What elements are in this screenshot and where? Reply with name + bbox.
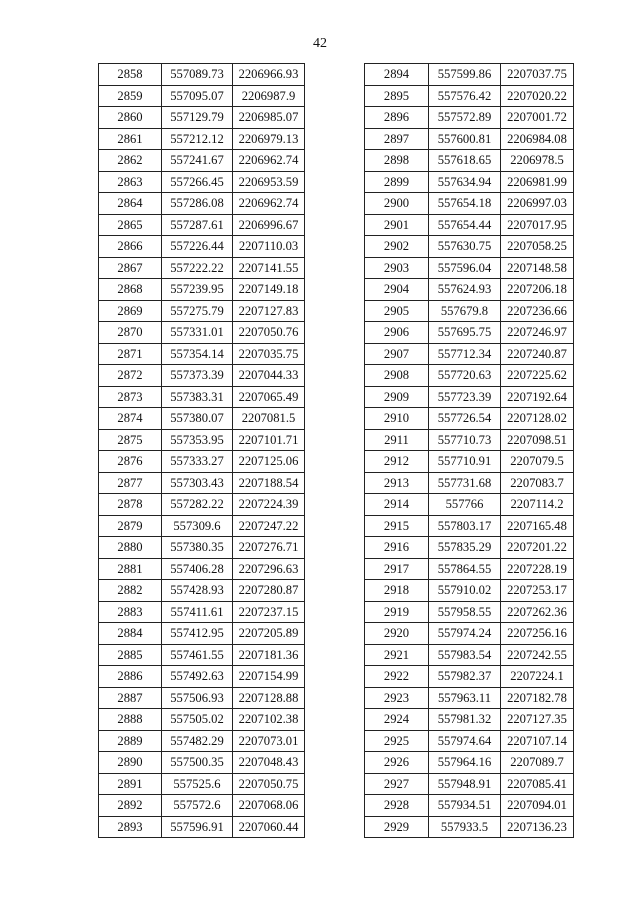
x-coordinate-cell: 557576.42 [429, 85, 501, 107]
table-row [365, 279, 574, 301]
table-row [99, 214, 305, 236]
y-coordinate-cell: 2207048.43 [233, 752, 305, 774]
point-number-cell: 2903 [365, 257, 429, 279]
table-row [99, 322, 305, 344]
point-number-cell: 2859 [99, 85, 162, 107]
point-number-cell: 2894 [365, 64, 429, 86]
x-coordinate-cell: 557353.95 [162, 429, 233, 451]
y-coordinate-cell: 2207141.55 [233, 257, 305, 279]
point-number-cell: 2904 [365, 279, 429, 301]
table-row [99, 730, 305, 752]
y-coordinate-cell: 2207276.71 [233, 537, 305, 559]
point-number-cell: 2872 [99, 365, 162, 387]
y-coordinate-cell: 2207089.7 [501, 752, 574, 774]
x-coordinate-cell: 557934.51 [429, 795, 501, 817]
x-coordinate-cell: 557596.04 [429, 257, 501, 279]
x-coordinate-cell: 557712.34 [429, 343, 501, 365]
point-number-cell: 2883 [99, 601, 162, 623]
point-number-cell: 2884 [99, 623, 162, 645]
y-coordinate-cell: 2207224.1 [501, 666, 574, 688]
x-coordinate-cell: 557492.63 [162, 666, 233, 688]
table-row [365, 816, 574, 838]
point-number-cell: 2870 [99, 322, 162, 344]
point-number-cell: 2911 [365, 429, 429, 451]
x-coordinate-cell: 557630.75 [429, 236, 501, 258]
point-number-cell: 2895 [365, 85, 429, 107]
y-coordinate-cell: 2206996.67 [233, 214, 305, 236]
point-number-cell: 2902 [365, 236, 429, 258]
y-coordinate-cell: 2207236.66 [501, 300, 574, 322]
y-coordinate-cell: 2206962.74 [233, 150, 305, 172]
table-row [99, 537, 305, 559]
table-row [99, 343, 305, 365]
table-row [365, 150, 574, 172]
y-coordinate-cell: 2207136.23 [501, 816, 574, 838]
table-row [99, 150, 305, 172]
table-row [365, 85, 574, 107]
x-coordinate-cell: 557089.73 [162, 64, 233, 86]
point-number-cell: 2901 [365, 214, 429, 236]
x-coordinate-cell: 557241.67 [162, 150, 233, 172]
point-number-cell: 2897 [365, 128, 429, 150]
x-coordinate-cell: 557654.44 [429, 214, 501, 236]
point-number-cell: 2928 [365, 795, 429, 817]
x-coordinate-cell: 557506.93 [162, 687, 233, 709]
table-row [365, 472, 574, 494]
coordinates-table-right [364, 63, 574, 838]
y-coordinate-cell: 2207127.83 [233, 300, 305, 322]
y-coordinate-cell: 2207182.78 [501, 687, 574, 709]
point-number-cell: 2868 [99, 279, 162, 301]
point-number-cell: 2877 [99, 472, 162, 494]
x-coordinate-cell: 557222.22 [162, 257, 233, 279]
point-number-cell: 2896 [365, 107, 429, 129]
table-row [99, 193, 305, 215]
table-row [365, 644, 574, 666]
point-number-cell: 2909 [365, 386, 429, 408]
x-coordinate-cell: 557634.94 [429, 171, 501, 193]
point-number-cell: 2922 [365, 666, 429, 688]
point-number-cell: 2887 [99, 687, 162, 709]
y-coordinate-cell: 2206997.03 [501, 193, 574, 215]
x-coordinate-cell: 557910.02 [429, 580, 501, 602]
y-coordinate-cell: 2207192.64 [501, 386, 574, 408]
x-coordinate-cell: 557331.01 [162, 322, 233, 344]
table-row [99, 709, 305, 731]
x-coordinate-cell: 557354.14 [162, 343, 233, 365]
x-coordinate-cell: 557275.79 [162, 300, 233, 322]
table-row [99, 386, 305, 408]
point-number-cell: 2920 [365, 623, 429, 645]
x-coordinate-cell: 557600.81 [429, 128, 501, 150]
y-coordinate-cell: 2207225.62 [501, 365, 574, 387]
y-coordinate-cell: 2207148.58 [501, 257, 574, 279]
point-number-cell: 2890 [99, 752, 162, 774]
table-row [365, 601, 574, 623]
y-coordinate-cell: 2206978.5 [501, 150, 574, 172]
y-coordinate-cell: 2207280.87 [233, 580, 305, 602]
x-coordinate-cell: 557618.65 [429, 150, 501, 172]
y-coordinate-cell: 2207050.75 [233, 773, 305, 795]
x-coordinate-cell: 557411.61 [162, 601, 233, 623]
y-coordinate-cell: 2207044.33 [233, 365, 305, 387]
x-coordinate-cell: 557723.39 [429, 386, 501, 408]
y-coordinate-cell: 2207081.5 [233, 408, 305, 430]
x-coordinate-cell: 557572.6 [162, 795, 233, 817]
point-number-cell: 2871 [99, 343, 162, 365]
x-coordinate-cell: 557835.29 [429, 537, 501, 559]
table-row [99, 795, 305, 817]
y-coordinate-cell: 2206981.99 [501, 171, 574, 193]
x-coordinate-cell: 557412.95 [162, 623, 233, 645]
table-row [99, 623, 305, 645]
table-row [99, 429, 305, 451]
point-number-cell: 2860 [99, 107, 162, 129]
x-coordinate-cell: 557482.29 [162, 730, 233, 752]
point-number-cell: 2893 [99, 816, 162, 838]
table-row [99, 494, 305, 516]
x-coordinate-cell: 557286.08 [162, 193, 233, 215]
table-row [365, 236, 574, 258]
point-number-cell: 2867 [99, 257, 162, 279]
table-row [99, 601, 305, 623]
table-body-right [365, 64, 574, 838]
table-row [99, 236, 305, 258]
y-coordinate-cell: 2207020.22 [501, 85, 574, 107]
y-coordinate-cell: 2206987.9 [233, 85, 305, 107]
y-coordinate-cell: 2206966.93 [233, 64, 305, 86]
table-row [365, 300, 574, 322]
table-row [365, 257, 574, 279]
y-coordinate-cell: 2207149.18 [233, 279, 305, 301]
x-coordinate-cell: 557406.28 [162, 558, 233, 580]
point-number-cell: 2906 [365, 322, 429, 344]
y-coordinate-cell: 2207165.48 [501, 515, 574, 537]
point-number-cell: 2882 [99, 580, 162, 602]
y-coordinate-cell: 2207058.25 [501, 236, 574, 258]
x-coordinate-cell: 557212.12 [162, 128, 233, 150]
y-coordinate-cell: 2207035.75 [233, 343, 305, 365]
x-coordinate-cell: 557983.54 [429, 644, 501, 666]
x-coordinate-cell: 557624.93 [429, 279, 501, 301]
y-coordinate-cell: 2207102.38 [233, 709, 305, 731]
x-coordinate-cell: 557654.18 [429, 193, 501, 215]
table-row [99, 773, 305, 795]
y-coordinate-cell: 2206953.59 [233, 171, 305, 193]
x-coordinate-cell: 557226.44 [162, 236, 233, 258]
y-coordinate-cell: 2207237.15 [233, 601, 305, 623]
y-coordinate-cell: 2207224.39 [233, 494, 305, 516]
table-row [99, 687, 305, 709]
table-row [99, 300, 305, 322]
y-coordinate-cell: 2207206.18 [501, 279, 574, 301]
y-coordinate-cell: 2207240.87 [501, 343, 574, 365]
x-coordinate-cell: 557266.45 [162, 171, 233, 193]
point-number-cell: 2917 [365, 558, 429, 580]
x-coordinate-cell: 557461.55 [162, 644, 233, 666]
point-number-cell: 2889 [99, 730, 162, 752]
table-row [99, 64, 305, 86]
table-row [99, 128, 305, 150]
x-coordinate-cell: 557948.91 [429, 773, 501, 795]
table-row [365, 451, 574, 473]
table-row [99, 451, 305, 473]
x-coordinate-cell: 557731.68 [429, 472, 501, 494]
table-row [365, 666, 574, 688]
x-coordinate-cell: 557095.07 [162, 85, 233, 107]
point-number-cell: 2907 [365, 343, 429, 365]
coordinates-table-left [98, 63, 305, 838]
point-number-cell: 2924 [365, 709, 429, 731]
point-number-cell: 2861 [99, 128, 162, 150]
point-number-cell: 2918 [365, 580, 429, 602]
y-coordinate-cell: 2207094.01 [501, 795, 574, 817]
point-number-cell: 2910 [365, 408, 429, 430]
x-coordinate-cell: 557679.8 [429, 300, 501, 322]
y-coordinate-cell: 2206979.13 [233, 128, 305, 150]
x-coordinate-cell: 557383.31 [162, 386, 233, 408]
y-coordinate-cell: 2207127.35 [501, 709, 574, 731]
y-coordinate-cell: 2207017.95 [501, 214, 574, 236]
y-coordinate-cell: 2207065.49 [233, 386, 305, 408]
table-row [365, 580, 574, 602]
y-coordinate-cell: 2207242.55 [501, 644, 574, 666]
y-coordinate-cell: 2207253.17 [501, 580, 574, 602]
x-coordinate-cell: 557726.54 [429, 408, 501, 430]
x-coordinate-cell: 557864.55 [429, 558, 501, 580]
x-coordinate-cell: 557710.91 [429, 451, 501, 473]
table-row [99, 408, 305, 430]
y-coordinate-cell: 2207256.16 [501, 623, 574, 645]
point-number-cell: 2879 [99, 515, 162, 537]
table-row [365, 386, 574, 408]
y-coordinate-cell: 2207073.01 [233, 730, 305, 752]
point-number-cell: 2858 [99, 64, 162, 86]
x-coordinate-cell: 557803.17 [429, 515, 501, 537]
x-coordinate-cell: 557695.75 [429, 322, 501, 344]
y-coordinate-cell: 2207128.02 [501, 408, 574, 430]
table-row [99, 752, 305, 774]
x-coordinate-cell: 557710.73 [429, 429, 501, 451]
table-row [365, 214, 574, 236]
point-number-cell: 2908 [365, 365, 429, 387]
x-coordinate-cell: 557525.6 [162, 773, 233, 795]
x-coordinate-cell: 557974.64 [429, 730, 501, 752]
y-coordinate-cell: 2207068.06 [233, 795, 305, 817]
table-row [365, 687, 574, 709]
x-coordinate-cell: 557720.63 [429, 365, 501, 387]
y-coordinate-cell: 2207201.22 [501, 537, 574, 559]
point-number-cell: 2864 [99, 193, 162, 215]
table-row [365, 107, 574, 129]
point-number-cell: 2888 [99, 709, 162, 731]
point-number-cell: 2881 [99, 558, 162, 580]
table-row [99, 107, 305, 129]
point-number-cell: 2912 [365, 451, 429, 473]
y-coordinate-cell: 2207114.2 [501, 494, 574, 516]
point-number-cell: 2874 [99, 408, 162, 430]
y-coordinate-cell: 2207154.99 [233, 666, 305, 688]
table-row [365, 494, 574, 516]
point-number-cell: 2862 [99, 150, 162, 172]
x-coordinate-cell: 557974.24 [429, 623, 501, 645]
x-coordinate-cell: 557505.02 [162, 709, 233, 731]
y-coordinate-cell: 2207079.5 [501, 451, 574, 473]
point-number-cell: 2913 [365, 472, 429, 494]
point-number-cell: 2927 [365, 773, 429, 795]
table-row [365, 171, 574, 193]
x-coordinate-cell: 557380.35 [162, 537, 233, 559]
y-coordinate-cell: 2206962.74 [233, 193, 305, 215]
y-coordinate-cell: 2207098.51 [501, 429, 574, 451]
table-row [365, 322, 574, 344]
point-number-cell: 2886 [99, 666, 162, 688]
y-coordinate-cell: 2207083.7 [501, 472, 574, 494]
x-coordinate-cell: 557982.37 [429, 666, 501, 688]
point-number-cell: 2873 [99, 386, 162, 408]
point-number-cell: 2905 [365, 300, 429, 322]
x-coordinate-cell: 557958.55 [429, 601, 501, 623]
point-number-cell: 2916 [365, 537, 429, 559]
y-coordinate-cell: 2206985.07 [233, 107, 305, 129]
y-coordinate-cell: 2207128.88 [233, 687, 305, 709]
table-row [99, 558, 305, 580]
y-coordinate-cell: 2207107.14 [501, 730, 574, 752]
table-row [365, 795, 574, 817]
point-number-cell: 2919 [365, 601, 429, 623]
table-row [365, 709, 574, 731]
point-number-cell: 2885 [99, 644, 162, 666]
point-number-cell: 2899 [365, 171, 429, 193]
y-coordinate-cell: 2207037.75 [501, 64, 574, 86]
x-coordinate-cell: 557380.07 [162, 408, 233, 430]
point-number-cell: 2869 [99, 300, 162, 322]
y-coordinate-cell: 2207246.97 [501, 322, 574, 344]
x-coordinate-cell: 557766 [429, 494, 501, 516]
y-coordinate-cell: 2207296.63 [233, 558, 305, 580]
point-number-cell: 2923 [365, 687, 429, 709]
point-number-cell: 2892 [99, 795, 162, 817]
y-coordinate-cell: 2207228.19 [501, 558, 574, 580]
table-row [365, 408, 574, 430]
y-coordinate-cell: 2207001.72 [501, 107, 574, 129]
x-coordinate-cell: 557282.22 [162, 494, 233, 516]
table-row [99, 365, 305, 387]
x-coordinate-cell: 557964.16 [429, 752, 501, 774]
table-row [365, 752, 574, 774]
x-coordinate-cell: 557596.91 [162, 816, 233, 838]
x-coordinate-cell: 557500.35 [162, 752, 233, 774]
y-coordinate-cell: 2207085.41 [501, 773, 574, 795]
point-number-cell: 2891 [99, 773, 162, 795]
x-coordinate-cell: 557303.43 [162, 472, 233, 494]
table-row [365, 558, 574, 580]
table-row [99, 515, 305, 537]
y-coordinate-cell: 2207050.76 [233, 322, 305, 344]
x-coordinate-cell: 557981.32 [429, 709, 501, 731]
x-coordinate-cell: 557572.89 [429, 107, 501, 129]
point-number-cell: 2878 [99, 494, 162, 516]
point-number-cell: 2925 [365, 730, 429, 752]
table-row [365, 193, 574, 215]
table-row [99, 472, 305, 494]
table-row [365, 365, 574, 387]
point-number-cell: 2914 [365, 494, 429, 516]
table-row [365, 623, 574, 645]
y-coordinate-cell: 2207247.22 [233, 515, 305, 537]
table-row [99, 580, 305, 602]
page-number: 42 [313, 36, 327, 51]
x-coordinate-cell: 557333.27 [162, 451, 233, 473]
table-row [99, 279, 305, 301]
table-row [365, 343, 574, 365]
point-number-cell: 2915 [365, 515, 429, 537]
x-coordinate-cell: 557129.79 [162, 107, 233, 129]
point-number-cell: 2863 [99, 171, 162, 193]
table-row [99, 816, 305, 838]
point-number-cell: 2880 [99, 537, 162, 559]
point-number-cell: 2876 [99, 451, 162, 473]
y-coordinate-cell: 2207181.36 [233, 644, 305, 666]
point-number-cell: 2921 [365, 644, 429, 666]
table-body-left [99, 64, 305, 838]
point-number-cell: 2900 [365, 193, 429, 215]
x-coordinate-cell: 557309.6 [162, 515, 233, 537]
table-row [365, 429, 574, 451]
table-row [365, 128, 574, 150]
point-number-cell: 2865 [99, 214, 162, 236]
table-row [99, 644, 305, 666]
table-row [365, 730, 574, 752]
x-coordinate-cell: 557428.93 [162, 580, 233, 602]
x-coordinate-cell: 557599.86 [429, 64, 501, 86]
y-coordinate-cell: 2207060.44 [233, 816, 305, 838]
table-row [99, 85, 305, 107]
point-number-cell: 2929 [365, 816, 429, 838]
table-row [365, 537, 574, 559]
x-coordinate-cell: 557239.95 [162, 279, 233, 301]
table-row [99, 666, 305, 688]
y-coordinate-cell: 2207110.03 [233, 236, 305, 258]
x-coordinate-cell: 557373.39 [162, 365, 233, 387]
point-number-cell: 2898 [365, 150, 429, 172]
table-row [365, 515, 574, 537]
table-row [365, 64, 574, 86]
y-coordinate-cell: 2207205.89 [233, 623, 305, 645]
table-row [365, 773, 574, 795]
point-number-cell: 2875 [99, 429, 162, 451]
y-coordinate-cell: 2207125.06 [233, 451, 305, 473]
y-coordinate-cell: 2206984.08 [501, 128, 574, 150]
x-coordinate-cell: 557287.61 [162, 214, 233, 236]
y-coordinate-cell: 2207262.36 [501, 601, 574, 623]
y-coordinate-cell: 2207101.71 [233, 429, 305, 451]
table-row [99, 171, 305, 193]
y-coordinate-cell: 2207188.54 [233, 472, 305, 494]
x-coordinate-cell: 557963.11 [429, 687, 501, 709]
point-number-cell: 2866 [99, 236, 162, 258]
x-coordinate-cell: 557933.5 [429, 816, 501, 838]
table-row [99, 257, 305, 279]
point-number-cell: 2926 [365, 752, 429, 774]
